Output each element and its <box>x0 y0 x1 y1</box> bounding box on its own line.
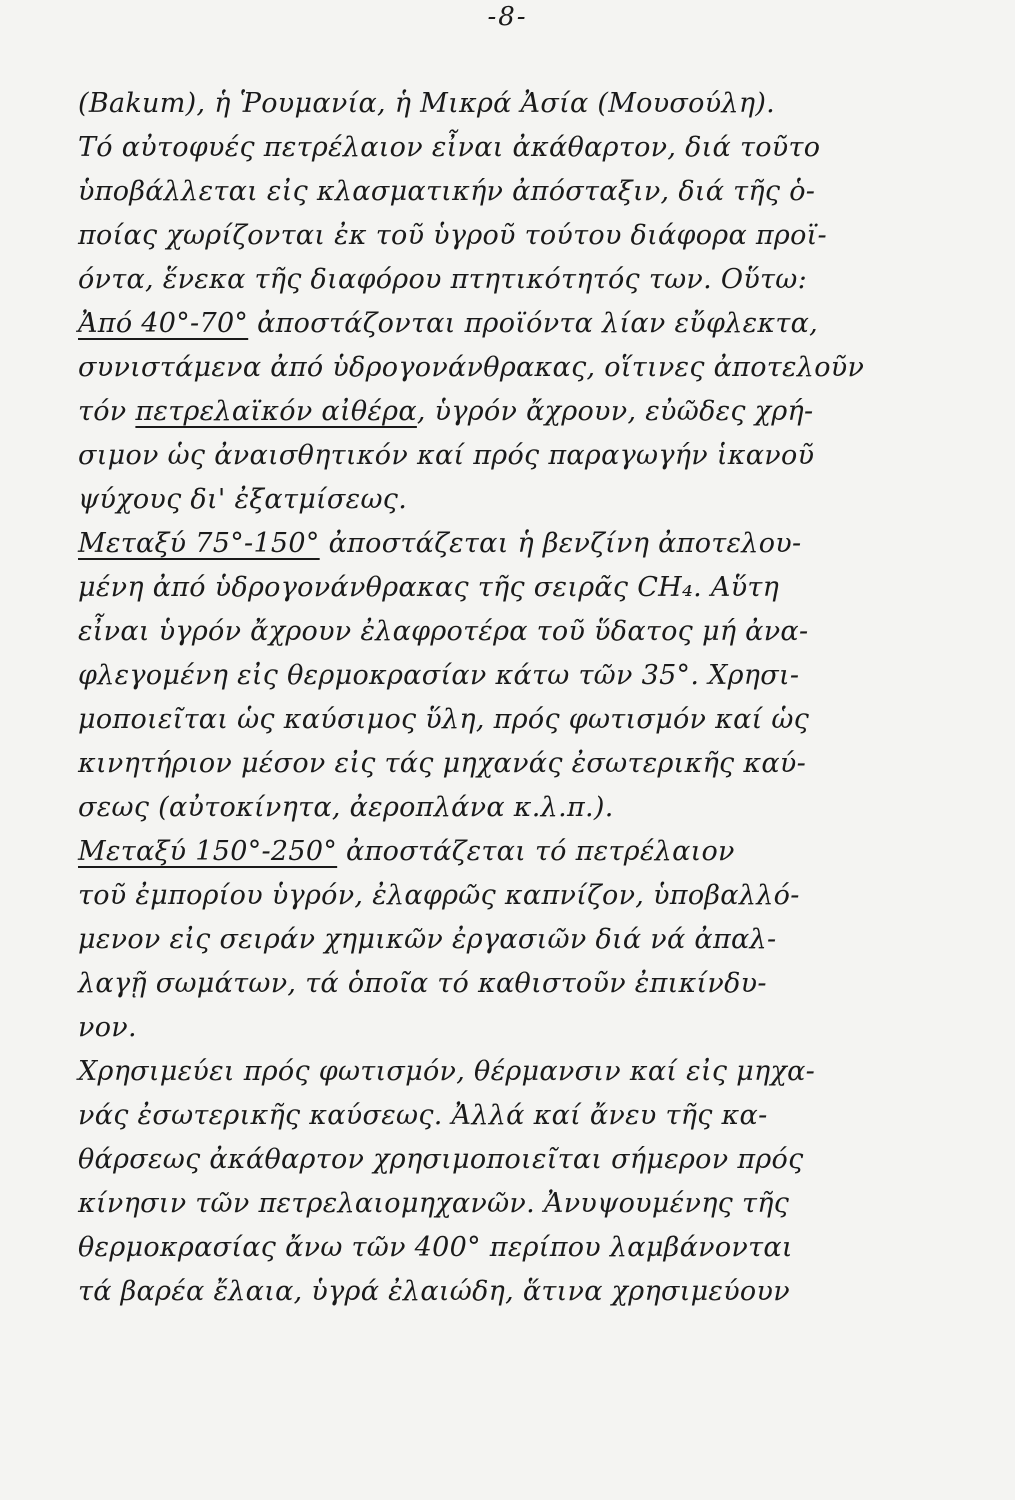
text-line: θερμοκρασίας ἄνω τῶν 400° περίπου λαμβάνονται <box>78 1232 793 1263</box>
temperature-range-heading: Μεταξύ 75°-150° <box>78 528 320 559</box>
text-line: κίνησιν τῶν πετρελαιομηχανῶν. Ἀνυψουμένης τῆς <box>78 1188 790 1219</box>
text-line <box>78 302 958 346</box>
text-line: εἶναι ὑγρόν ἄχρουν ἐλαφροτέρα τοῦ ὕδατος μή ἀνα- <box>78 616 809 647</box>
text-line: ὑποβάλλεται εἰς κλασματικήν ἀπόσταξιν, διά τῆς ὁ- <box>78 176 816 207</box>
text-line: Τό αὐτοφυές πετρέλαιον εἶναι ἀκάθαρτον, διά τοῦτο <box>78 132 821 163</box>
text-line: Χρησιμεύει πρός φωτισμόν, θέρμανσιν καί εἰς μηχα- <box>78 1056 816 1087</box>
text-line: σεως (αὐτοκίνητα, ἀεροπλάνα κ.λ.π.). <box>78 792 614 823</box>
handwritten-text-block <box>78 82 958 1314</box>
text-line: συνιστάμενα ἀπό ὑδρογονάνθρακας, οἵτινες ἀποτελοῦν <box>78 352 865 383</box>
text-fragment: τόν <box>78 396 136 427</box>
text-line: όντα, ἕνεκα τῆς διαφόρου πτητικότητός των. Οὕτω: <box>78 264 807 295</box>
text-line: λαγῇ σωμάτων, τά ὁποῖα τό καθιστοῦν ἐπικίνδυ- <box>78 968 767 999</box>
text-line <box>78 830 958 874</box>
text-line <box>78 522 958 566</box>
text-line: ψύχους δι' ἐξατμίσεως. <box>78 484 408 515</box>
text-line: νον. <box>78 1012 137 1043</box>
text-fragment: ἀποστάζεται τό πετρέλαιον <box>337 836 735 867</box>
text-line: θάρσεως ἀκάθαρτον χρησιμοποιεῖται σήμερον πρός <box>78 1144 804 1175</box>
text-line: μοποιεῖται ὡς καύσιμος ὕλη, πρός φωτισμόν καί ὡς <box>78 704 810 735</box>
page-number: -8- <box>487 2 528 32</box>
text-line: ποίας χωρίζονται ἐκ τοῦ ὑγροῦ τούτου διάφορα προϊ- <box>78 220 827 251</box>
text-line: μενον εἰς σειράν χημικῶν ἐργασιῶν διά νά ἀπαλ- <box>78 924 777 955</box>
text-line: τοῦ ἐμπορίου ὑγρόν, ἐλαφρῶς καπνίζον, ὑποβαλλό- <box>78 880 800 911</box>
text-line: τά βαρέα ἔλαια, ὑγρά ἐλαιώδη, ἅτινα χρησιμεύουν <box>78 1276 790 1307</box>
text-line: σιμον ὡς ἀναισθητικόν καί πρός παραγωγήν ἱκανοῦ <box>78 440 815 471</box>
text-line <box>78 390 958 434</box>
text-line: νάς ἐσωτερικῆς καύσεως. Ἀλλά καί ἄνευ τῆς κα- <box>78 1100 768 1131</box>
temperature-range-heading: Μεταξύ 150°-250° <box>78 836 338 867</box>
text-fragment: ἀποστάζεται ἡ βενζίνη ἀποτελου- <box>319 528 802 559</box>
underlined-term: πετρελαϊκόν αἰθέρα <box>135 396 417 427</box>
text-line: φλεγομένη εἰς θερμοκρασίαν κάτω τῶν 35°. Χρησι- <box>78 660 800 691</box>
temperature-range-heading: Ἀπό 40°-70° <box>78 308 249 339</box>
text-fragment: , ὑγρόν ἄχρουν, εὐῶδες χρή- <box>416 396 814 427</box>
text-line: (Bakum), ἡ Ῥουμανία, ἡ Μικρά Ἀσία (Μουσούλη). <box>78 88 776 119</box>
text-line: μένη ἀπό ὑδρογονάνθρακας τῆς σειρᾶς CH₄. Αὕτη <box>78 572 780 603</box>
text-line: κινητήριον μέσον εἰς τάς μηχανάς ἐσωτερικῆς καύ- <box>78 748 807 779</box>
text-fragment: ἀποστάζονται προϊόντα λίαν εὔφλεκτα, <box>248 308 819 339</box>
